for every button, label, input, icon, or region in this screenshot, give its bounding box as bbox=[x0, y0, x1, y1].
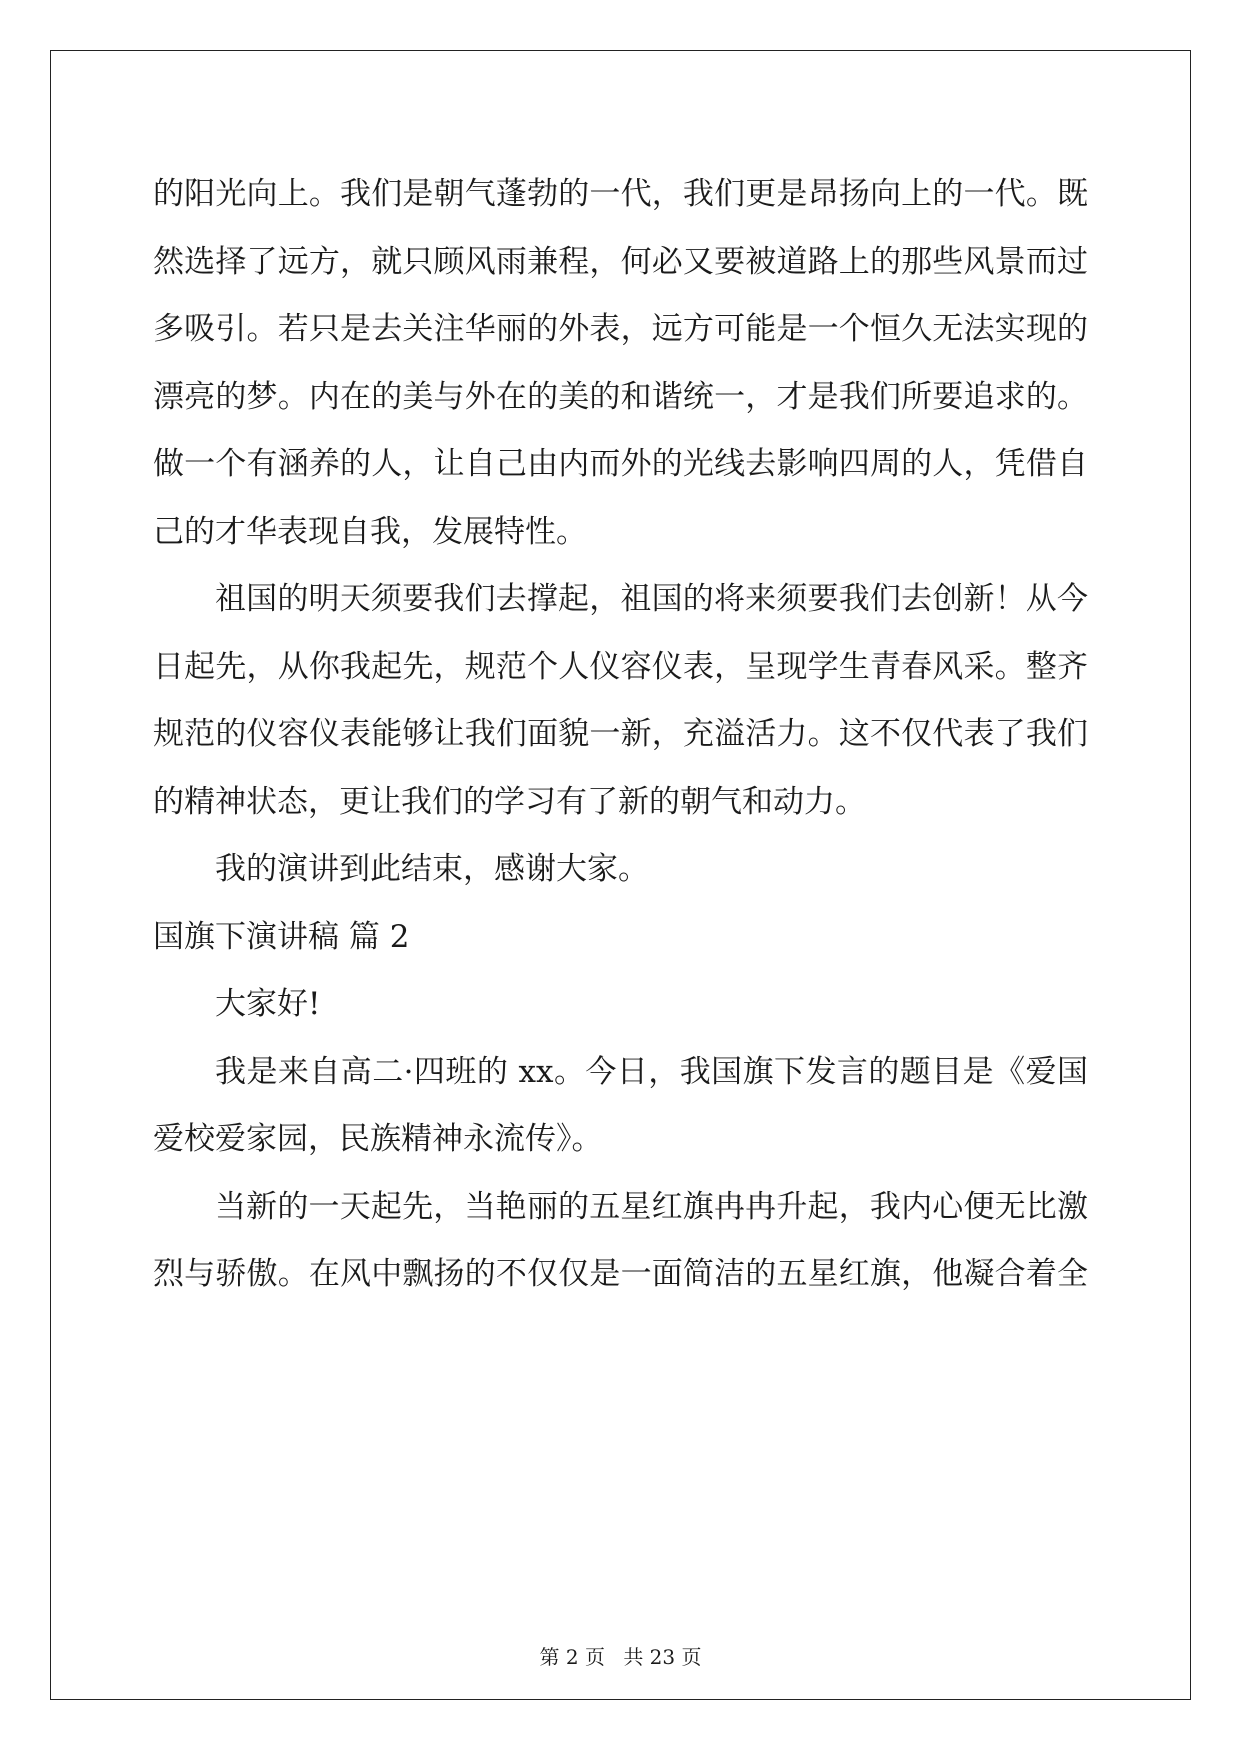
text-line: 漂亮的梦。内在的美与外在的美的和谐统一，才是我们所要追求的。 bbox=[153, 378, 1088, 415]
text-line: 我的演讲到此结束，感谢大家。 bbox=[215, 851, 649, 887]
document-body bbox=[153, 161, 1088, 1309]
page-footer bbox=[0, 1645, 1241, 1669]
greeting-line: 大家好! bbox=[215, 986, 321, 1022]
text-line: 烈与骄傲。在风中飘扬的不仅仅是一面简洁的五星红旗，他凝合着全 bbox=[153, 1256, 1088, 1292]
page-total: 共 23 页 bbox=[623, 1645, 702, 1669]
text-line: 的阳光向上。我们是朝气蓬勃的一代，我们更是昂扬向上的一代。既 bbox=[153, 176, 1088, 212]
text-line: 祖国的明天须要我们去撑起，祖国的将来须要我们去创新！从今 bbox=[215, 581, 1088, 617]
text-line: 爱校爱家园，民族精神永流传》。 bbox=[153, 1121, 603, 1157]
text-line: 的精神状态，更让我们的学习有了新的朝气和动力。 bbox=[153, 783, 866, 820]
text-line: 己的才华表现自我，发展特性。 bbox=[153, 513, 587, 550]
text-line: 做一个有涵养的人，让自己由内而外的光线去影响四周的人，凭借自 bbox=[153, 446, 1088, 482]
section-heading: 国旗下演讲稿 篇 2 bbox=[153, 918, 410, 955]
text-line: 然选择了远方，就只顾风雨兼程，何必又要被道路上的那些风景而过 bbox=[153, 243, 1088, 280]
text-line: 日起先，从你我起先，规范个人仪容仪表，呈现学生青春风采。整齐 bbox=[153, 648, 1088, 685]
text-line: 我是来自高二·四班的 xx。今日，我国旗下发言的题目是《爱国 bbox=[215, 1053, 1088, 1090]
text-line: 当新的一天起先，当艳丽的五星红旗冉冉升起，我内心便无比激 bbox=[215, 1188, 1088, 1225]
text-line: 多吸引。若只是去关注华丽的外表，远方可能是一个恒久无法实现的 bbox=[153, 311, 1088, 347]
page-number: 第 2 页 bbox=[539, 1645, 605, 1669]
text-line: 规范的仪容仪表能够让我们面貌一新，充溢活力。这不仅代表了我们 bbox=[153, 716, 1088, 752]
